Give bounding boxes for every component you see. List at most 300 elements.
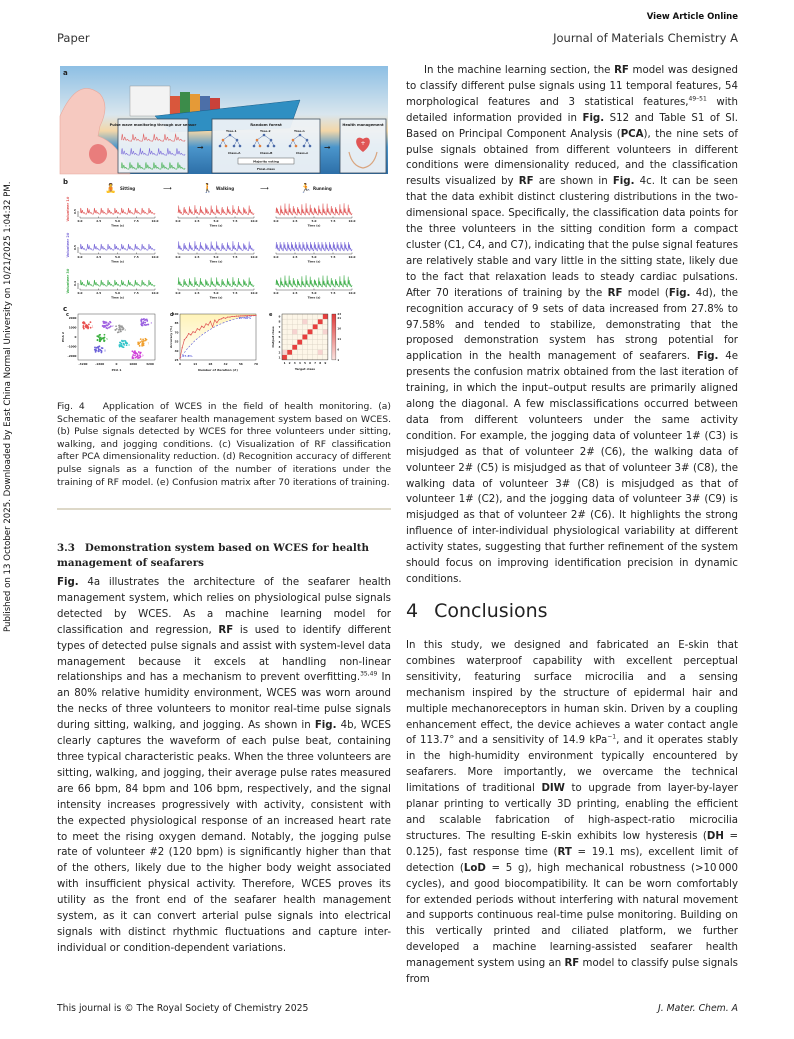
colorbar-tick-label: 1 [337,358,340,362]
matrix-cell [302,314,307,319]
rt-term: RT [557,846,572,858]
tree-node [299,134,302,137]
text-run: = 5 g), high mechanical robustness (>10 000 cycles), and good biocompatibility. It can be worn comfortably for extended periods without interfering with natural movement and supports continuous real-time pulse monitoring. Building on this vertically printed and ciliated platform, we further developed a machine learning-assisted seafarer health management system using an [406,862,738,970]
matrix-cell [313,345,318,350]
x-tick-label: 2.5 [194,219,200,223]
x-tick-label: 0.0 [273,255,279,259]
figure-4 [60,66,388,372]
accuracy-point [232,316,233,317]
matrix-cell [323,319,328,324]
x-tick-label: 2.5 [194,255,200,259]
x-tick-label: 7.5 [232,291,238,295]
scatter-point [118,325,120,327]
conclusions-number: 4 [406,600,419,622]
colorbar-tick-label: 6 [337,348,340,352]
x-tick-label: 10.0 [151,255,159,259]
majority-voting-label: Majority voting [253,159,279,164]
matrix-cell [313,324,318,329]
random-forest-box [212,119,320,173]
accuracy-point [192,331,193,332]
tree-node [259,145,262,148]
x-axis-label: Time (s) [209,295,223,300]
fig-ref[interactable]: Fig. [668,287,691,299]
cluster-3 [140,318,152,326]
y-tick-label: 2 [278,350,281,355]
accuracy-point [234,316,235,317]
matrix-cell [287,345,292,350]
accuracy-point [255,315,256,316]
pca-scatter-plot [61,312,155,372]
matrix-cell [308,345,313,350]
confusion-matrix [269,312,341,371]
accuracy-point [216,322,217,323]
health-management-title: Health management [342,123,384,127]
scatter-point [99,339,101,341]
scatter-point [119,342,121,344]
scatter-point [101,339,103,341]
panel-b-label: b [63,178,69,186]
matrix-cell [287,334,292,339]
view-article-online-link[interactable]: View Article Online [646,12,738,22]
end-annotation: 97.58% [238,315,252,320]
x-tick-label: 10.0 [250,291,258,295]
diw-term: DIW [541,783,565,795]
scatter-point [115,325,117,327]
matrix-cell [282,355,287,360]
matrix-cell [302,329,307,334]
scatter-point [145,338,147,340]
y-tick-label: 9 [278,314,281,319]
y-tick-label: 4 [278,340,281,345]
text-run: , and it operates stably in the high-humidity environment typically encountered by seafarers. More importantly, we overcame the technical limitations of traditional [406,735,738,795]
figure-4-svg [60,66,388,372]
scatter-point [98,336,100,338]
scatter-point [102,325,104,327]
matrix-cell [302,355,307,360]
text-run: In the machine learning section, the [424,65,615,76]
pulse-waveform [178,241,254,250]
y-tick-label: 25 [174,358,179,362]
scatter-point [141,318,143,320]
cluster-label: 8 [104,348,106,353]
panel-c [61,305,155,372]
cluster-label: 6 [128,343,131,348]
scatter-point [108,322,110,324]
scatter-point [142,341,144,343]
arrow-icon-2: ➞ [324,143,331,152]
y-tick-label: 3 [278,345,281,350]
accuracy-point [214,320,215,321]
section-title: Demonstration system based on WCES for health management of seafarers [57,542,370,569]
scatter-point [134,352,136,354]
scatter-point [144,324,146,326]
figure-caption [57,401,391,489]
conclusions-paragraph [406,638,738,988]
scatter-point [101,347,103,349]
text-run: model was designed to classify different pulse signals using 11 temporal features, 54 morphological features and 3 statistical features, [406,65,738,108]
scatter-point [138,343,140,345]
panel-c-label: c [63,305,68,313]
matrix-cell [318,355,323,360]
matrix-cell [308,319,313,324]
section-number: 3.3 [57,542,75,554]
matrix-cell [308,350,313,355]
matrix-cell [292,355,297,360]
random-forest-title: Random forest [250,122,282,127]
text-run: 4c. It can be seen that the data exhibit distinct clustering distributions in the two-dimensional space. Specifically, the classification data points for the three volunteers in the sitting condition form a compact cluster (C1, C4, and C7), indicating that the pulse signal features are relatively stable and vary little in the sitting state, likely due to the fact that relaxation leads to steady cardiac pulsations. After 70 iterations of training by the [406,176,738,299]
text-run: to upgrade from layer-by-layer planar printing to vertically 3D printing, enabling the efficient and scalable fabrication of high-aspect-ratio microcilia structures. The resulting E-skin exhibits low hysteresis ( [406,783,738,842]
scatter-point [143,318,145,320]
matrix-cell [308,324,313,329]
x-tick-label: 7.5 [133,219,139,223]
x-tick-label: 7.5 [232,255,238,259]
scatter-point [100,337,102,339]
scatter-point [118,344,120,346]
x-tick-label: 5.0 [115,219,120,223]
scatter-point [139,354,141,356]
pulse-waveform [80,244,155,250]
matrix-cell [308,329,313,334]
x-tick-label: 0 [179,362,181,366]
y-tick-label: 6 [278,329,281,334]
matrix-cell [318,334,323,339]
tree-label-n: Tree-n [294,129,305,133]
panel-c-label: c [66,312,69,318]
x-axis-label: Time (s) [307,259,321,264]
x-tick-label: 7.5 [133,255,139,259]
colorbar-tick-label: 16 [337,327,342,331]
rf-term: RF [518,176,534,188]
x-tick-label: 0.0 [175,255,181,259]
scatter-point [126,343,131,348]
accuracy-point [195,332,196,333]
accuracy-point [190,334,191,335]
cluster-label: 4 [124,328,127,333]
tree-node [289,145,292,148]
scatter-point [97,350,99,352]
scatter-point [140,320,142,322]
scatter-point [132,354,134,356]
cluster-2 [102,321,114,330]
pulse-waveform [178,205,254,214]
x-tick-label: 56 [238,362,243,366]
matrix-cell [282,329,287,334]
scatter-point [106,322,108,324]
x-axis-label: Time (s) [307,223,321,228]
scatter-point [138,351,140,353]
y-tick-label: 8 [278,319,281,324]
x-axis-label: Time (s) [111,259,124,264]
pulse-signal-grid [66,196,356,299]
scatter-point [82,325,84,327]
matrix-cell [302,350,307,355]
accuracy-point [199,329,200,330]
pulse-waveform [276,203,352,215]
accuracy-point [212,326,213,327]
accuracy-point [197,328,198,329]
accuracy-point [182,347,183,348]
x-tick-label: 2.5 [194,291,200,295]
x-tick-label: 5.0 [115,255,120,259]
scatter-point [88,324,90,326]
y-tick-label: 70 [174,330,179,335]
arrow-icon: ➞ [197,143,204,152]
text-run: are shown in [533,176,613,188]
y-tick-label: 7 [278,324,281,329]
scatter-point [134,355,136,357]
matrix-cell [297,324,302,329]
x-tick-label: 10.0 [348,291,356,295]
tree-node [253,145,256,148]
y-tick-label: 55 [174,339,179,344]
text-run: 4e presents the confusion matrix obtained from the last iteration of training, in which the input–output results are primarily aligned along the diagonal. A few misclassifications occurred between data from different volunteers under the same activity condition. For example, the jogging data of volunteer 1# (C3) is misjudged as that of volunteer 2# (C6), the walking data of volunteer 2# (C5) is misjudged as that of volunteer 3# (C8), the walking data of volunteer 3# (C8) is misjudged as that of volunteer 1# (C2), and the jogging data of volunteer 3# (C9) is misjudged as that of volunteer 2# (C6). It highlights the strong influence of inter-individual physiological variability at different activity states, suggesting that further refinement of the system should focus on improving identification precision in dynamic conditions. [406,351,738,585]
volunteer-label: Volunteer 1# [66,196,70,222]
matrix-cell [292,350,297,355]
scatter-point [106,328,108,330]
matrix-cell [297,334,302,339]
scatter-point [94,349,96,351]
x-tick-label: 7.5 [232,219,238,223]
x-tick-label: 14 [193,362,198,366]
y-tick-label: 0 [74,335,77,339]
scatter-point [101,352,103,354]
rf-term: RF [218,624,234,636]
text-run: In this study, we designed and fabricated an E-skin that combines waterproof capability with excellent perceptual sensitivity, featuring surface microcilia and a sensing mechanism inspired by the structure of epidermal hair and multiple mechanoreceptors in human skin. Driven by a coupling enhancement effect, the device achieves a water contact angle of 113.7° and a sensitivity of 14.9 kPa [406,640,738,747]
text-run: 4a illustrates the architecture of the seafarer health management system, which relies on physiological pulse signals detected by WCES. As a machine learning model for classification and regression, [57,577,391,636]
scatter-point [90,321,92,323]
matrix-cell [323,355,328,360]
pulse-waveform [276,242,352,251]
x-tick-label: 7.5 [330,255,336,259]
scatter-point [94,346,96,348]
x-tick-label: 42 [223,362,228,366]
x-tick-label: 3 [293,360,296,365]
x-tick-label: 5.0 [311,219,317,223]
footer-journal-abbrev: J. Mater. Chem. A [657,1003,738,1014]
matrix-cell [282,334,287,339]
matrix-cell [308,355,313,360]
matrix-cell [297,319,302,324]
x-axis-label: Time (s) [307,295,321,300]
plus-icon: + [360,140,366,147]
matrix-cell [297,350,302,355]
pulse-monitor-title: Pulse wave monitoring through our sensor [109,123,197,127]
matrix-cell [287,324,292,329]
rf-term: RF [607,287,623,299]
scatter-point [132,350,134,352]
pulse-waveform [276,275,352,287]
scatter-point [103,338,105,340]
matrix-cell [282,324,287,329]
x-tick-label: 7.5 [133,291,139,295]
matrix-cell [323,340,328,345]
matrix-cell [323,314,328,319]
cluster-9 [132,350,144,359]
activity-label-walking: Walking [216,186,235,191]
class-label-b: Class-B [260,151,273,155]
tree-node [292,139,295,142]
accuracy-point [184,339,185,340]
tree-node [303,145,306,148]
fig-ref[interactable]: Fig. [696,351,719,363]
matrix-cell [318,345,323,350]
matrix-cell [287,350,292,355]
sitting-icon: 🧘 [105,184,117,194]
matrix-cell [313,314,318,319]
y-tick-label: -1000 [67,344,77,349]
fig-ref[interactable]: Fig. [57,577,79,588]
x-tick-label: 2.5 [96,255,102,259]
scatter-point [125,342,127,344]
x-tick-label: 10.0 [348,255,356,259]
tree-node [309,145,312,148]
y-axis-label: Output class [271,326,275,348]
text-run: model to classify pulse signals from [406,958,738,986]
lod-term: LoD [463,862,486,874]
x-tick-label: 0 [115,362,118,366]
scatter-point [134,350,136,352]
publication-side-note: Published on 13 October 2025. Downloaded by East China Normal University on 10/21/2025 1:04:32 PM. [3,181,13,632]
cluster-label: 5 [106,336,108,341]
y-tick-label: 1 [278,355,281,360]
x-tick-label: 0.0 [175,219,181,223]
tree-node [229,134,232,137]
x-axis-label: Time (s) [111,295,124,300]
x-tick-label: 10.0 [348,219,356,223]
text-run: ), the nine sets of pulse signals obtained from different volunteers in different conditions were dimensionality reduced, and the classification results visualized by [406,128,738,188]
accuracy-point [227,316,228,317]
rf-term: RF [564,958,580,970]
matrix-cell [313,350,318,355]
text-run: with detailed information provided in [406,96,738,124]
matrix-cell [292,345,297,350]
y-tick-label: -2000 [67,354,77,358]
colorbar-tick-label: 23 [337,313,342,316]
accuracy-point [221,318,222,319]
tree-node [306,139,309,142]
x-tick-label: 10.0 [151,291,159,295]
scatter-point [146,324,148,326]
running-icon: 🏃 [300,184,312,194]
matrix-cell [323,345,328,350]
x-tick-label: 10.0 [151,219,159,223]
accuracy-point [186,337,187,338]
matrix-cell [282,350,287,355]
matrix-cell [282,340,287,345]
x-tick-label: 0.0 [77,255,83,259]
scatter-point [142,344,144,346]
matrix-cell [318,319,323,324]
accuracy-point [179,358,180,359]
accuracy-point [201,326,202,327]
scatter-point [123,346,125,348]
x-axis-label: Time (s) [111,223,124,228]
cluster-label: 7 [147,341,150,346]
scale-bar-label: 0.5 [73,245,77,250]
x-tick-label: 0.0 [175,291,181,295]
x-tick-label: 28 [208,362,213,366]
x-tick-label: 7.5 [330,219,336,223]
text-run: = 19.1 ms), excellent limit of detection ( [406,846,738,874]
scatter-point [114,329,116,331]
pulse-waveform [80,280,155,286]
citation-ref[interactable]: 35,49 [360,671,378,679]
accuracy-point [251,315,252,316]
caption-title: Fig. 4 [57,401,85,412]
scatter-point [96,347,98,349]
y-tick-label: 85 [174,321,179,326]
arrow-icon-3: ⟶ [163,185,172,192]
scatter-point [103,340,105,342]
x-tick-label: 7.5 [330,291,336,295]
health-management-box [340,119,386,173]
tree-label-2: Tree-2 [260,129,271,133]
text-run: is used to identify different types of detected pulse signals and assist with system-level data management because it excels at handling non-linear relationships and has a mechanism to prevent overfitting. [57,624,391,684]
scatter-point [120,330,122,332]
panel-b [63,178,356,300]
colorbar-tick-label: 21 [337,317,342,321]
fig-ref[interactable]: Fig. [314,720,337,732]
cluster-5 [96,334,108,342]
activity-label-sitting: Sitting [120,186,136,191]
x-tick-label: 5.0 [311,255,317,259]
cluster-7 [137,338,149,347]
matrix-cell [323,334,328,339]
caption-divider [57,508,391,510]
matrix-cell [302,319,307,324]
matrix-cell [313,334,318,339]
citation-ref[interactable]: 49–51 [688,95,707,103]
scatter-point [123,344,125,346]
start-annotation: 27.8% [182,353,193,358]
accuracy-point [236,316,237,317]
class-label-a: Class-A [228,151,241,155]
scatter-point [125,340,127,342]
matrix-cell [292,340,297,345]
scatter-point [137,357,139,359]
x-tick-label: 1600 [129,362,138,366]
volunteer-label: Volunteer 2# [66,232,70,258]
unit-superscript: −1 [607,734,617,742]
conclusions-title: Conclusions [434,600,548,622]
accuracy-point [225,318,226,319]
accuracy-point [253,315,254,316]
conclusions-heading [406,600,548,622]
y-tick-label: 1000 [68,325,77,330]
fig-ref[interactable]: Fig. [612,176,635,188]
x-tick-label: 0.0 [273,291,279,295]
heart-illustration [89,144,107,164]
scatter-point [120,345,122,347]
matrix-cell [313,355,318,360]
y-tick-label: 100 [172,312,179,316]
x-tick-label: 2.5 [292,291,298,295]
rf-term: RF [614,65,629,76]
scatter-point [98,346,100,348]
scatter-point [98,348,100,350]
accuracy-point [188,333,189,334]
matrix-cell [282,319,287,324]
matrix-cell [287,355,292,360]
scatter-point [104,334,106,336]
caption-text: Application of WCES in the field of health monitoring. (a) Schematic of the seafarer health management system based on WCES. (b) Pulse signals detected by WCES for three volunteers under sitting, walking, and jogging conditions. (c) Visualization of RF classification after PCA dimensionality reduction. (d) Recognition accuracy of different pulse signals as a function of the number of iterations under the training of RF model. (e) Confusion matrix after 70 iterations of training. [57,401,392,488]
scatter-point [140,338,142,340]
matrix-cell [302,345,307,350]
fig-ref[interactable]: Fig. [582,112,605,124]
scatter-point [87,325,89,327]
tree-label-1: Tree-1 [226,129,237,133]
arrow-icon-4: ⟶ [260,185,269,192]
